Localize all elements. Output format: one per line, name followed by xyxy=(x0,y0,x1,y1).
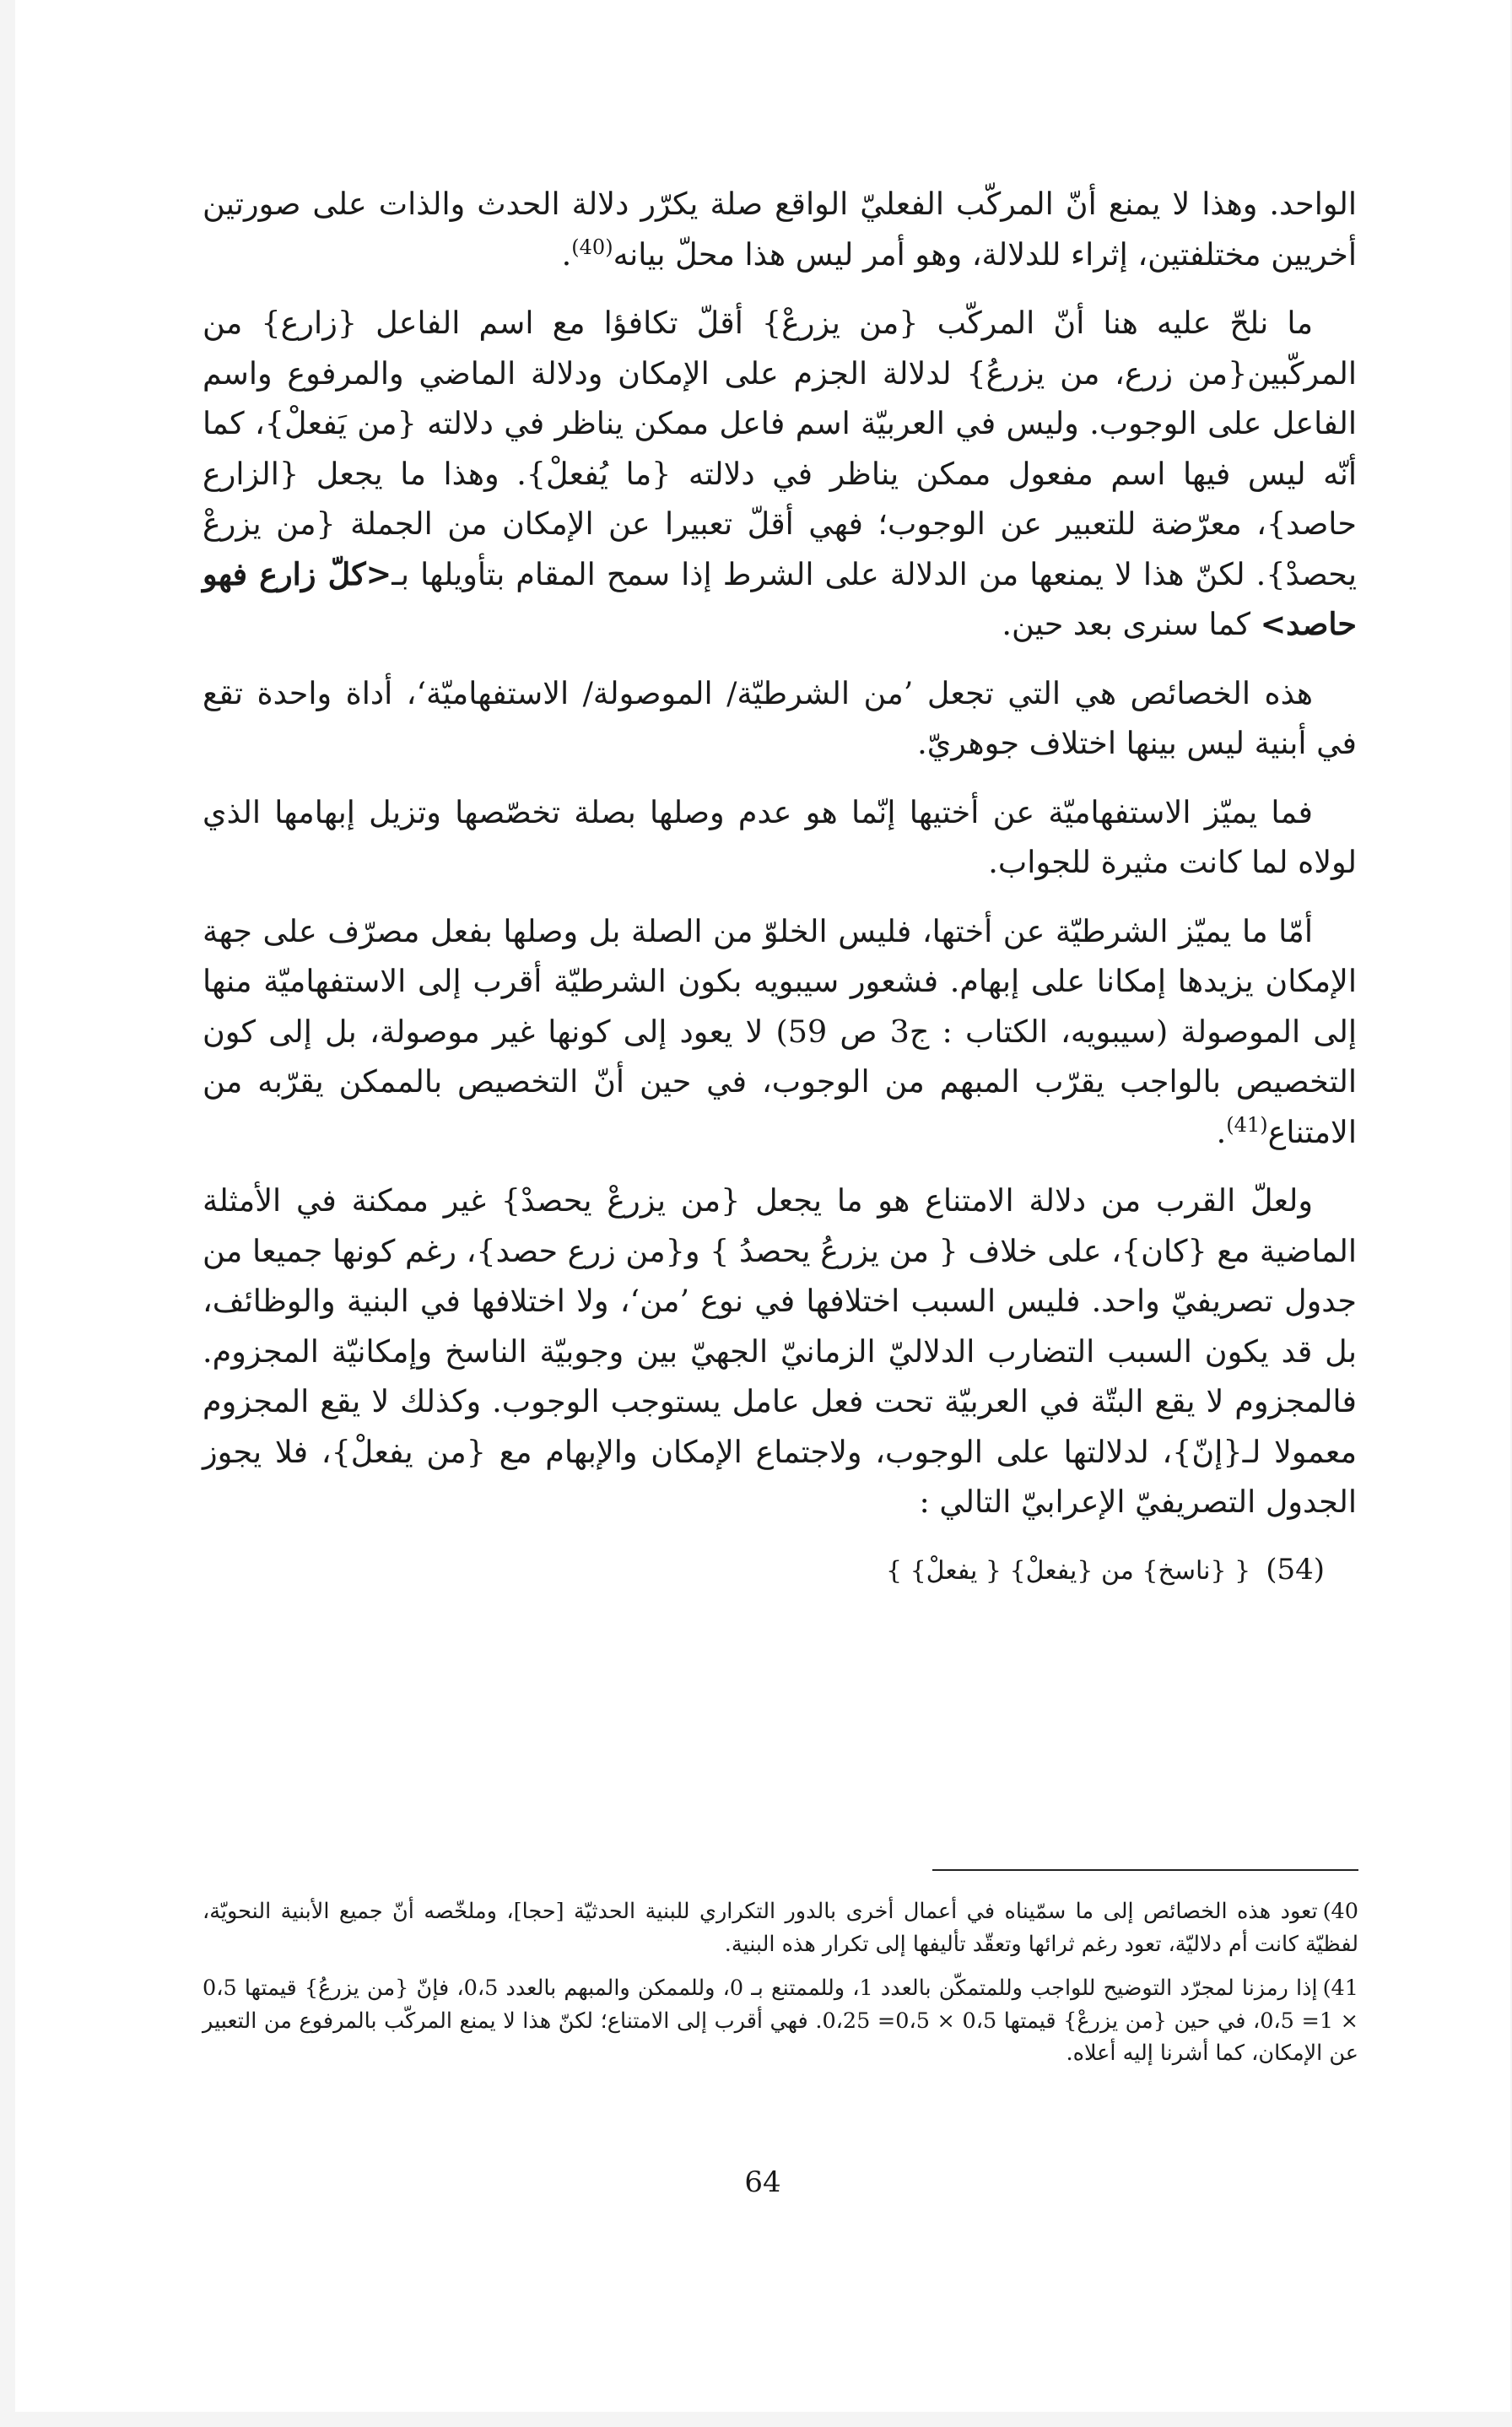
paragraph-1-tail: . xyxy=(561,235,572,273)
footnote-ref-40[interactable]: (40) xyxy=(571,235,613,259)
footnote-41-number: 41) xyxy=(1322,1976,1358,2001)
paragraph-1 xyxy=(202,179,1357,279)
paragraph-5-text: أمّا ما يميّز الشرطيّة عن أختها، فليس الخلوّ من الصلة بل وصلها بفعل مصرّف على جهة الإمكان يزيدها إمكانا على إبهام. فشعور سيبويه بكون الشرطيّة أقرب إلى الاستفهاميّة منها إلى الموصولة (سيبويه، الكتاب : ج3 ص 59) لا يعود إلى كونها غير موصولة، بل إلى كون التخصيص بالواجب يقرّب المبهم من الوجوب، في حين أنّ التخصيص بالممكن يقرّبه من الامتناع xyxy=(202,912,1357,1150)
paragraph-5 xyxy=(202,906,1357,1158)
paragraph-6-text: ولعلّ القرب من دلالة الامتناع هو ما يجعل {من يزرعْ يحصدْ} غير ممكنة في الأمثلة الماضية مع {كان}، على خلاف { من يزرعُ يحصدُ } و{من زرع حصد}، رغم كونها جميعا من جدول تصريفيّ واحد. فليس السبب اختلافها في نوع ’من‘، ولا اختلافها في البنية والوظائف، بل قد يكون السبب التضارب الدلاليّ الزمانيّ الجهيّ بين وجوبيّة الناسخ وإمكانيّة المجزوم. فالمجزوم لا يقع البتّة في العربيّة تحت فعل عامل يستوجب الوجوب. وكذلك لا يقع المجزوم معمولا لـ{إنّ}، لدلالتها على الوجوب، ولاجتماع الإمكان والإبهام مع {من يفعلْ}، فلا يجوز الجدول التصريفيّ الإعرابيّ التالي : xyxy=(202,1182,1357,1520)
footnote-separator xyxy=(932,1869,1358,1871)
body-text xyxy=(202,179,1357,1595)
paragraph-5-tail: . xyxy=(1216,1113,1227,1150)
footnote-40-text: تعود هذه الخصائص إلى ما سمّيناه في أعمال أخرى بالدور التكراري للبنية الحدثيّة [حجا]، وملخّصه أنّ جميع الأبنية النحويّة، لفظيّة كانت أم دلاليّة، تعود رغم ثرائها وتعقّد تأليفها إلى تكرار هذه البنية. xyxy=(202,1899,1358,1957)
paragraph-3-text: هذه الخصائص هي التي تجعل ’من الشرطيّة/ الموصولة/ الاستفهاميّة‘، أداة واحدة تقع في أبنية ليس بينها اختلاف جوهريّ. xyxy=(202,674,1357,761)
footnotes xyxy=(202,1895,1358,2082)
paragraph-3 xyxy=(202,668,1357,769)
bold-formula: <كلّ زارع فهو حاصد> xyxy=(202,555,1357,642)
page xyxy=(15,0,1510,2412)
footnote-41-text: إذا رمزنا لمجرّد التوضيح للواجب وللمتمكّن بالعدد 1، وللممتنع بـ 0، وللممكن والمبهم بالعدد 0،5، فإنّ {من يزرعُ} قيمتها 0،5 × 1= 0،5، في حين {من يزرعْ} قيمتها 0،5 × 0،5= 0،25. فهي أقرب إلى الامتناع؛ لكنّ هذا لا يمنع المركّب بالمرفوع من التعبير عن الإمكان، كما أشرنا إليه أعلاه. xyxy=(202,1976,1358,2066)
paragraph-2-text: ما نلحّ عليه هنا أنّ المركّب {من يزرعْ} أقلّ تكافؤا مع اسم الفاعل {زارع} من المركّبين{من زرع، من يزرعُ} لدلالة الجزم على الإمكان ودلالة الماضي والمرفوع واسم الفاعل على الوجوب. وليس في العربيّة اسم فاعل ممكن يناظر في دلالته {من يَفعلْ}، كما أنّه ليس فيها اسم مفعول ممكن يناظر في دلالته {ما يُفعلْ}. وهذا ما يجعل {الزارع حاصد}، معرّضة للتعبير عن الوجوب؛ فهي أقلّ تعبيرا عن الإمكان من الجملة {من يزرعْ يحصدْ}. لكنّ هذا لا يمنعها من الدلالة على الشرط إذا سمح المقام بتأويلها بـ xyxy=(202,305,1357,592)
footnote-40-number: 40) xyxy=(1322,1899,1358,1924)
paragraph-1-text: الواحد. وهذا لا يمنع أنّ المركّب الفعليّ الواقع صلة يكرّر دلالة الحدث والذات على صورتين أخريين مختلفتين، إثراء للدلالة، وهو أمر ليس هذا محلّ بيانه xyxy=(202,186,1357,273)
footnote-41 xyxy=(202,1972,1358,2070)
paragraph-6 xyxy=(202,1176,1357,1527)
footnote-ref-41[interactable]: (41) xyxy=(1226,1112,1268,1137)
example-number: (54) xyxy=(1266,1552,1325,1586)
page-number: 64 xyxy=(744,2165,781,2199)
paragraph-2-tail: كما سنرى بعد حين. xyxy=(1002,606,1261,642)
paragraph-4 xyxy=(202,787,1357,888)
paragraph-2 xyxy=(202,298,1357,650)
example-54 xyxy=(202,1546,1325,1595)
paragraph-4-text: فما يميّز الاستفهاميّة عن أختيها إنّما هو عدم وصلها بصلة تخصّصها وتزيل إبهامها الذي لولاه لما كانت مثيرة للجواب. xyxy=(202,793,1357,880)
footnote-40 xyxy=(202,1895,1358,1960)
example-text: { {ناسخ} من {يفعلْ} { يفعلْ} } xyxy=(885,1555,1251,1586)
